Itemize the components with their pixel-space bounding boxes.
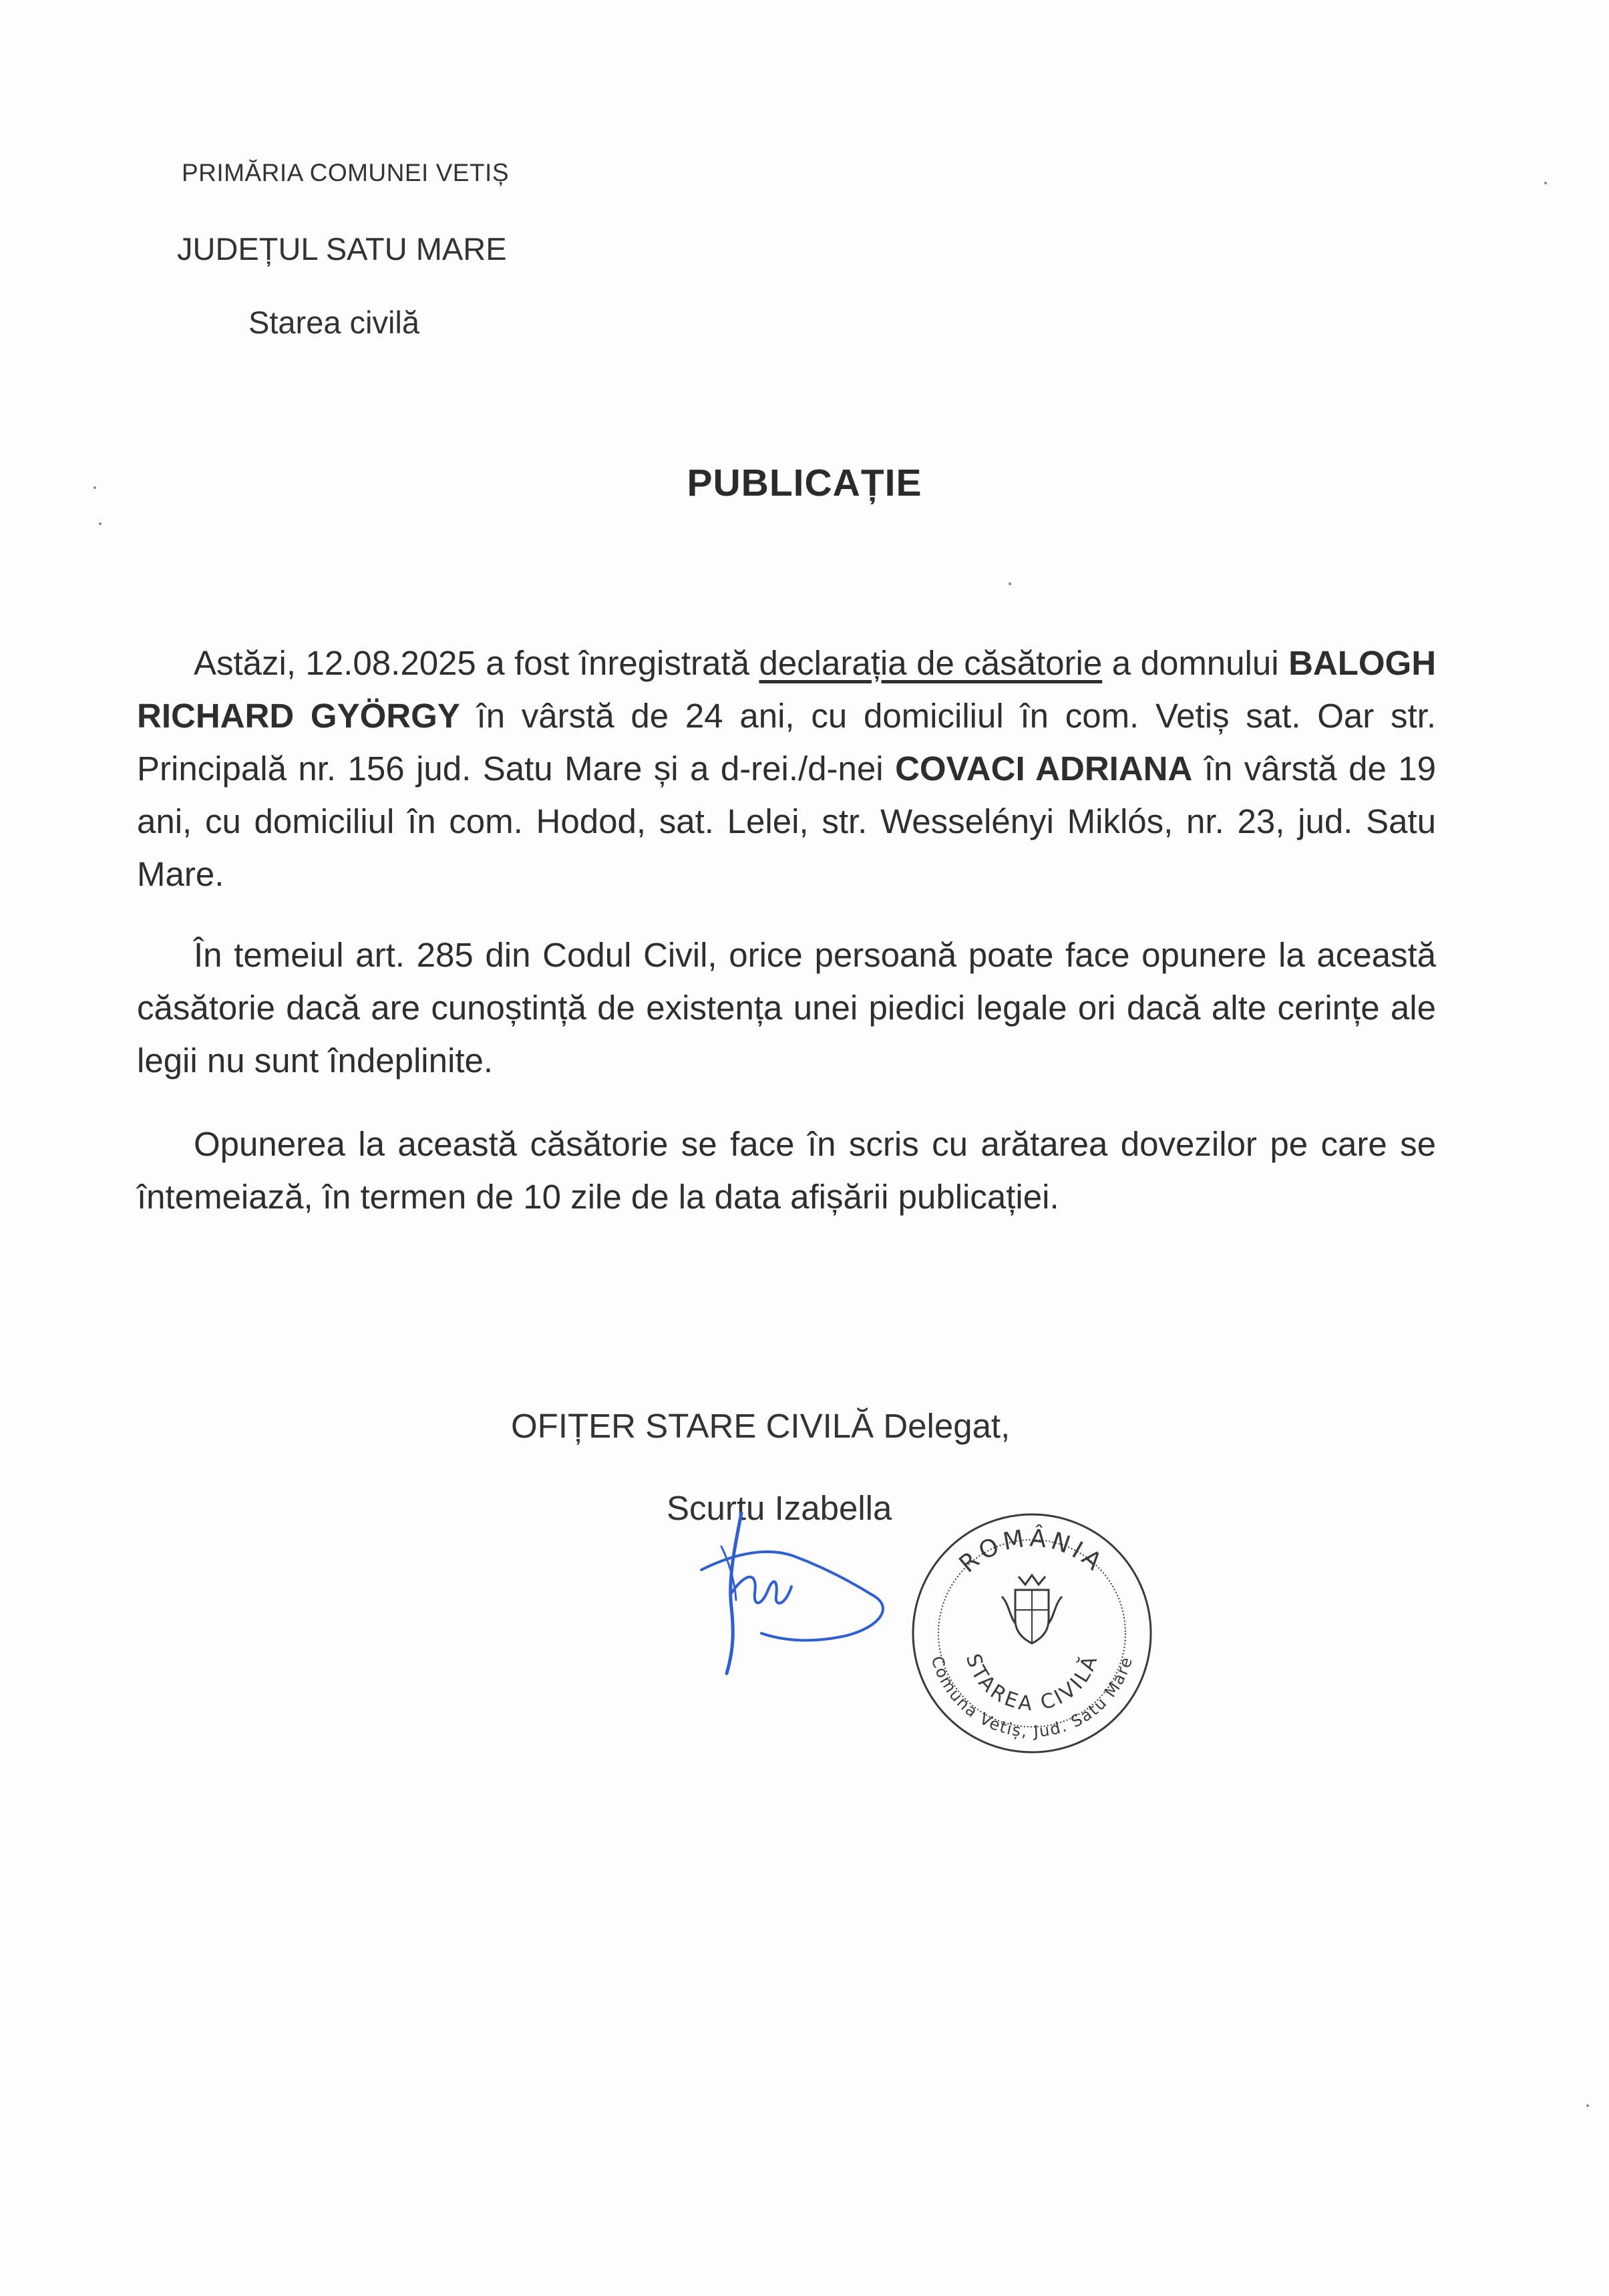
scan-speck — [1586, 2104, 1589, 2107]
domnului-text: a domnului — [1111, 644, 1279, 682]
scan-speck — [94, 486, 96, 489]
bride-details: în vârstă de 19 ani, cu domiciliul în com. Hodod, sat. Lelei, str. Wesselényi Miklós, nr. 23, jud. Satu Mare. — [137, 750, 1437, 893]
intro-text: Astăzi, 12.08.2025 a fost înregistrată — [194, 644, 749, 682]
signatory-role: OFIȚER STARE CIVILĂ Delegat, — [511, 1407, 1011, 1445]
stamp-bottom-text: Comuna Vetiș, Jud. Satu Mare — [927, 1653, 1137, 1742]
opposition-text: Opunerea la această căsătorie se face în scris cu arătarea dovezilor pe care se întemeiază, în termen de 10 zile de la data afișării publicației. — [137, 1125, 1436, 1216]
bride-name: COVACI ADRIANA — [895, 750, 1193, 788]
declaration-term: declarația de căsătorie — [759, 644, 1103, 682]
coat-of-arms-icon — [1002, 1575, 1062, 1643]
legal-basis-text: În temeiul art. 285 din Codul Civil, orice persoană poate face opunere la această căsătorie dacă are cunoștință de existența unei piedici legale ori dacă alte cerințe ale legii nu sunt îndeplinite. — [137, 936, 1436, 1080]
stamp-top-text: ROMÂNIA — [954, 1524, 1110, 1579]
department-header: Starea civilă — [248, 305, 419, 340]
official-stamp — [908, 1510, 1155, 1757]
page-title: PUBLICAȚIE — [687, 462, 922, 504]
institution-header: PRIMĂRIA COMUNEI VETIȘ — [182, 159, 510, 186]
announcement-paragraph — [137, 637, 1436, 900]
opposition-paragraph — [137, 1118, 1436, 1223]
county-header: JUDEȚUL SATU MARE — [177, 231, 507, 267]
legal-basis-paragraph — [137, 929, 1436, 1087]
groom-name: BALOGH RICHARD GYÖRGY — [137, 644, 1437, 735]
scan-speck — [1544, 182, 1547, 184]
groom-details: în vârstă de 24 ani, cu domiciliul în com. Vetiș sat. Oar str. Principală nr. 156 jud. Satu Mare și a d-rei./d-nei — [137, 697, 1436, 788]
handwritten-signature — [695, 1506, 895, 1687]
scan-speck — [1009, 583, 1011, 585]
stamp-middle-text: STAREA CIVILĂ — [960, 1651, 1103, 1716]
scan-speck — [99, 522, 102, 525]
signatory-name: Scurtu Izabella — [667, 1489, 892, 1527]
